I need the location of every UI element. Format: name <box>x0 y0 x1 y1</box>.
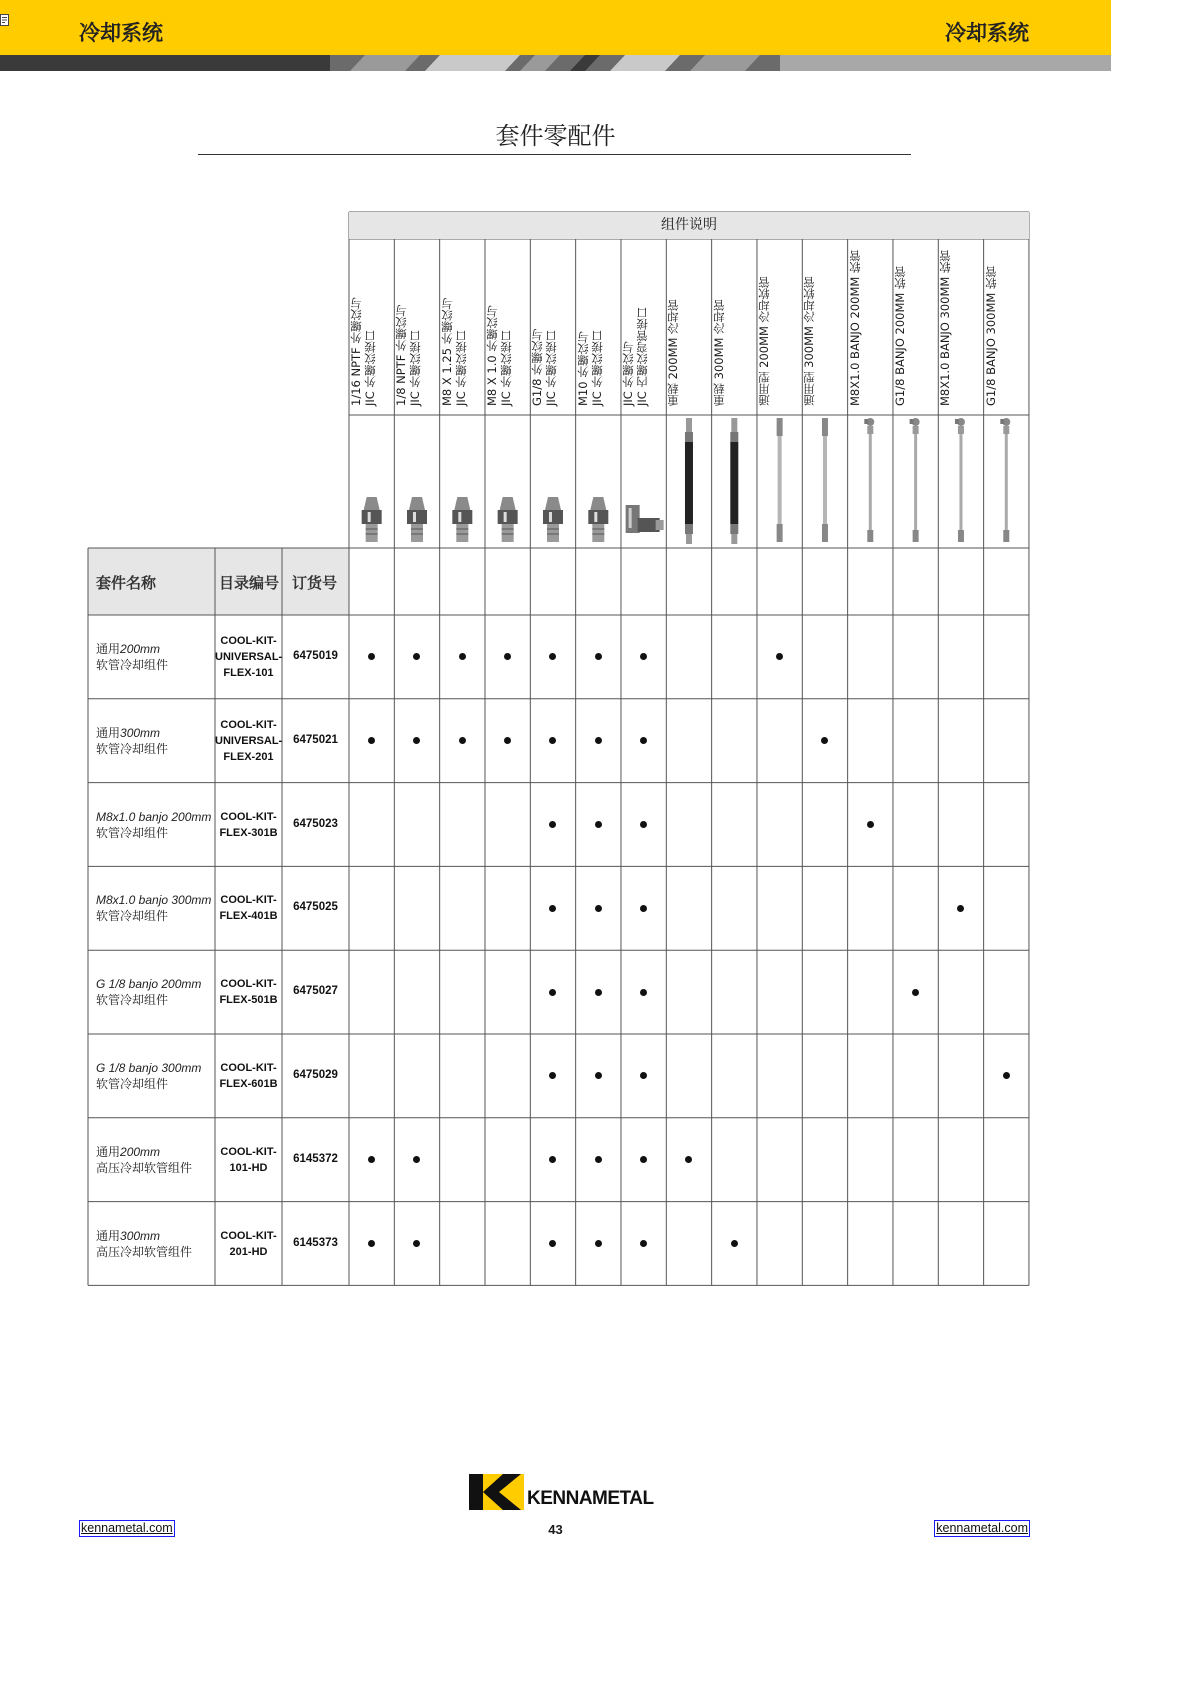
straight-fitting-icon <box>588 497 608 542</box>
component-header-cell <box>530 239 575 415</box>
banjo-hose-icon <box>864 418 874 542</box>
banjo-hose-icon <box>955 418 965 542</box>
header-section-title-left: 冷却系统 <box>79 21 163 45</box>
catalog-number-line: COOL-KIT- <box>220 1145 277 1158</box>
catalog-number <box>215 1144 282 1176</box>
included-bullet <box>595 1156 602 1163</box>
straight-fitting-icon <box>543 497 563 542</box>
included-bullet <box>595 905 602 912</box>
catalog-number-line: UNIVERSAL- <box>215 734 283 747</box>
component-header-cell <box>712 239 757 415</box>
order-number: 6475027 <box>293 985 338 998</box>
kit-name-size: M8x1.0 banjo 300mm <box>96 893 212 908</box>
component-header-cell <box>893 239 938 415</box>
kit-name <box>96 641 213 673</box>
component-label: 通用型 300MM 冷却软管 <box>802 276 817 406</box>
kit-name-size: 200mm <box>120 642 161 656</box>
component-header-cell <box>440 239 485 415</box>
included-bullet <box>640 905 647 912</box>
catalog-number-line: FLEX-101 <box>223 666 274 679</box>
component-header-cell <box>666 239 711 415</box>
order-number: 6145372 <box>293 1152 338 1165</box>
included-bullet <box>731 1240 738 1247</box>
kit-name-type: 高压冷却软管组件 <box>96 1160 193 1175</box>
catalog-number-line: FLEX-301B <box>219 826 278 839</box>
component-label: JIC 外螺纹与 JIC 内螺纹弯管接口 <box>620 307 649 406</box>
component-header-cell <box>394 239 439 415</box>
catalog-number <box>215 1060 282 1092</box>
component-group-header: 组件说明 <box>349 212 1029 239</box>
header-section-title-right: 冷却系统 <box>945 21 1029 45</box>
catalog-number-line: COOL-KIT- <box>220 810 277 823</box>
heavy-hose-icon <box>730 418 738 544</box>
component-label: M8 X 1.0 外螺纹与 JIC 外螺纹接口 <box>484 305 513 406</box>
flex-hose-icon <box>777 418 783 542</box>
catalog-number-line: COOL-KIT- <box>220 894 277 907</box>
component-label: 重载 200MM 冷却管 <box>666 299 681 406</box>
brand-wordmark: KENNAMETAL <box>527 1488 654 1509</box>
catalog-number <box>215 717 282 765</box>
kit-name <box>96 1060 213 1092</box>
included-bullet <box>595 1240 602 1247</box>
component-label: M8X1.0 BANJO 300MM 软管 <box>938 250 953 406</box>
banjo-hose-icon <box>1000 418 1010 542</box>
column-header-catalog-no: 目录编号 <box>219 574 280 592</box>
catalog-number-line: 201-HD <box>229 1245 268 1258</box>
kit-name <box>96 809 213 841</box>
included-bullet <box>459 737 466 744</box>
component-label: G1/8 BANJO 200MM 软管 <box>892 266 907 406</box>
component-label: M10 外螺纹与 JIC 外螺纹接口 <box>575 330 604 406</box>
column-header-order-no: 订货号 <box>292 574 338 592</box>
included-bullet <box>867 821 874 828</box>
component-header-cell <box>576 239 621 415</box>
included-bullet <box>595 989 602 996</box>
component-header-cell <box>621 239 666 415</box>
component-label: G1/8 BANJO 300MM 软管 <box>983 266 998 406</box>
component-header-cell <box>757 239 802 415</box>
component-header-cell <box>848 239 893 415</box>
catalog-number-line: UNIVERSAL- <box>215 650 283 663</box>
included-bullet <box>595 821 602 828</box>
catalog-number <box>215 976 282 1008</box>
catalog-number-line: FLEX-201 <box>223 750 274 763</box>
component-label: 重载 300MM 冷却管 <box>711 299 726 406</box>
kit-name-prefix: 通用 <box>96 1144 121 1159</box>
kit-name-prefix: 通用 <box>96 642 121 656</box>
straight-fitting-icon <box>498 497 518 542</box>
kit-name <box>96 892 213 924</box>
column-header-kit-name: 套件名称 <box>96 574 157 592</box>
page-title: 套件零配件 <box>495 122 616 150</box>
banjo-hose-icon <box>910 418 920 542</box>
component-label: M8 X 1.25 外螺纹与 JIC 外螺纹接口 <box>439 298 468 406</box>
catalog-number-line: COOL-KIT- <box>220 1229 277 1242</box>
straight-fitting-icon <box>452 497 472 542</box>
kit-name <box>96 1144 213 1176</box>
catalog-number-line: COOL-KIT- <box>220 1061 277 1074</box>
kit-name-prefix: 通用 <box>96 1228 121 1243</box>
straight-fitting-icon <box>407 497 427 542</box>
component-label: 通用型 200MM 冷却软管 <box>756 276 771 406</box>
catalog-number-line: COOL-KIT- <box>220 978 277 991</box>
included-bullet <box>595 737 602 744</box>
catalog-number <box>215 633 282 681</box>
included-bullet <box>912 989 919 996</box>
kit-name-type: 软管冷却组件 <box>96 658 169 672</box>
order-number: 6475023 <box>293 817 338 830</box>
kit-name-type: 高压冷却软管组件 <box>96 1244 193 1259</box>
catalog-number <box>215 892 282 924</box>
order-number: 6475029 <box>293 1068 338 1081</box>
catalog-number-line: COOL-KIT- <box>220 718 277 731</box>
kit-name <box>96 1228 213 1260</box>
kit-name-type: 软管冷却组件 <box>96 741 169 756</box>
component-label: G1/8 外螺纹与 JIC 外螺纹接口 <box>530 328 559 406</box>
kit-name-type: 软管冷却组件 <box>96 993 169 1008</box>
heavy-hose-icon <box>685 418 693 544</box>
elbow-fitting-icon <box>626 505 664 533</box>
component-header-cell <box>485 239 530 415</box>
kit-name-type: 软管冷却组件 <box>96 825 169 840</box>
kit-name-size: M8x1.0 banjo 200mm <box>96 809 212 824</box>
catalog-number-line: FLEX-601B <box>219 1077 278 1090</box>
component-label: 1/8 NPTF 外螺纹与 JIC 外螺纹接口 <box>394 305 423 406</box>
footer-link-left[interactable]: kennametal.com <box>81 1521 173 1535</box>
kit-name-size: 200mm <box>120 1144 161 1159</box>
component-header-cell <box>802 239 847 415</box>
order-number: 6475025 <box>293 901 338 914</box>
kit-name-size: G 1/8 banjo 200mm <box>96 977 202 992</box>
page-number: 43 <box>548 1522 563 1537</box>
kit-name <box>96 725 213 757</box>
included-bullet <box>640 989 647 996</box>
kit-name-prefix: 通用 <box>96 725 121 740</box>
kit-name-size: 300mm <box>120 1228 161 1243</box>
component-label: 1/16 NPTF 外螺纹与 JIC 外螺纹接口 <box>349 297 377 406</box>
catalog-number <box>215 809 282 841</box>
catalog-number-line: FLEX-401B <box>219 910 278 923</box>
order-number: 6145373 <box>293 1236 338 1249</box>
kit-name-size: 300mm <box>120 725 161 740</box>
kit-name-size: G 1/8 banjo 300mm <box>96 1061 202 1075</box>
catalog-number <box>215 1228 282 1260</box>
kit-name <box>96 976 213 1008</box>
catalog-number-line: COOL-KIT- <box>220 634 277 647</box>
order-number: 6475021 <box>293 733 338 746</box>
component-label: M8X1.0 BANJO 200MM 软管 <box>847 250 862 406</box>
straight-fitting-icon <box>362 497 382 542</box>
catalog-number-line: FLEX-501B <box>219 994 278 1007</box>
kit-name-type: 软管冷却组件 <box>96 1077 169 1091</box>
flex-hose-icon <box>822 418 828 542</box>
component-header-cell <box>984 239 1029 415</box>
component-header-cell <box>938 239 983 415</box>
order-number: 6475019 <box>293 649 338 662</box>
catalog-number-line: 101-HD <box>229 1161 268 1174</box>
component-header-cell <box>349 239 394 415</box>
kit-name-type: 软管冷却组件 <box>96 909 169 924</box>
footer-link-right[interactable]: kennametal.com <box>936 1521 1028 1535</box>
